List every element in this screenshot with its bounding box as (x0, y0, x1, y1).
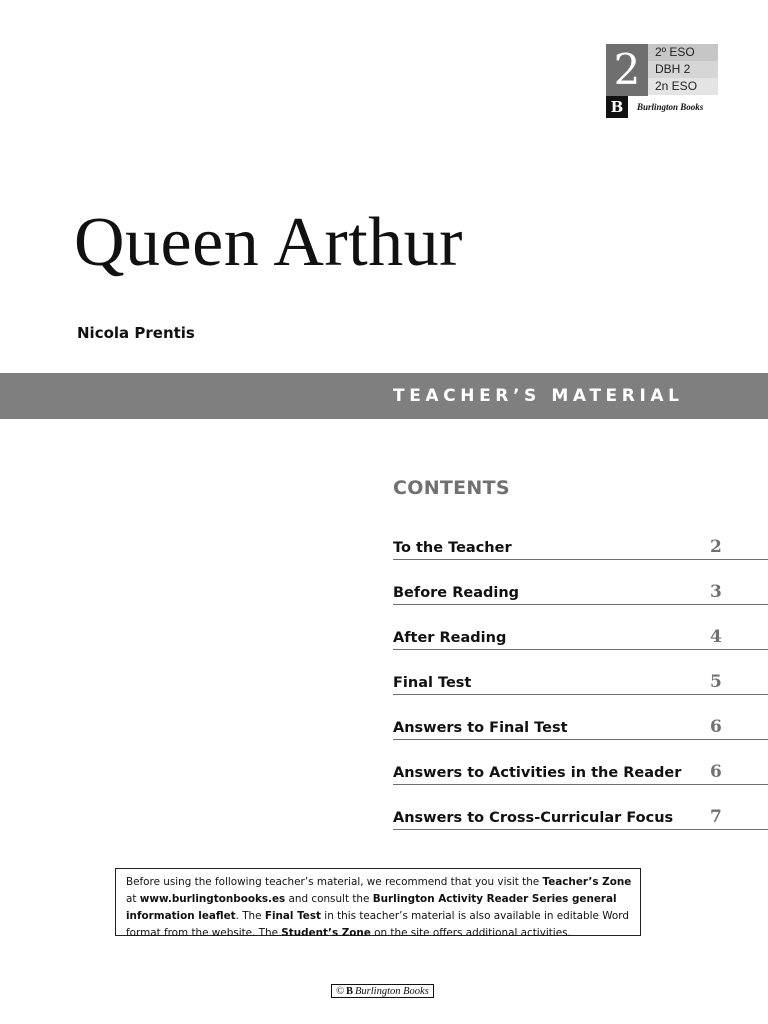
toc-item-label: After Reading (393, 630, 507, 646)
note-text: . The (235, 910, 265, 922)
note-emphasis: Teacher’s Zone (542, 876, 632, 888)
toc-item (393, 696, 768, 740)
level-number: 2 (606, 44, 648, 96)
note-text: at (126, 893, 140, 905)
toc-item-label: Final Test (393, 675, 472, 691)
note-emphasis: Student’s Zone (281, 927, 371, 939)
contents-heading: CONTENTS (393, 477, 510, 499)
table-of-contents (393, 516, 768, 831)
toc-item (393, 516, 768, 560)
level-label: 2n ESO (648, 78, 718, 95)
toc-item-label: Answers to Final Test (393, 720, 568, 736)
toc-item-page: 3 (710, 582, 722, 602)
toc-item-label: Before Reading (393, 585, 520, 601)
toc-item-label: Answers to Activities in the Reader (393, 765, 682, 781)
section-band (0, 373, 768, 419)
toc-item (393, 606, 768, 650)
toc-item-page: 2 (710, 537, 722, 557)
toc-item (393, 786, 768, 830)
book-title: Queen Arthur (74, 204, 463, 281)
level-badge (606, 44, 718, 118)
copyright-symbol: © (336, 986, 344, 997)
toc-item-page: 5 (710, 672, 722, 692)
author-name: Nicola Prentis (77, 324, 195, 342)
website-url: www.burlingtonbooks.es (139, 893, 286, 905)
note-emphasis: Burlington Activity Reader Series general information leaflet (126, 893, 617, 922)
note-text: and consult the (285, 893, 373, 905)
level-label: DBH 2 (648, 61, 718, 78)
publisher-logo-icon: B (345, 986, 353, 997)
toc-item (393, 651, 768, 695)
footer-publisher: Burlington Books (355, 986, 429, 997)
copyright-footer (331, 984, 434, 998)
toc-item-label: Answers to Cross-Curricular Focus (393, 810, 674, 826)
note-emphasis: Final Test (264, 910, 321, 922)
level-list (648, 44, 718, 95)
note-text: Before using the following teacher’s material, we recommend that you visit the (126, 876, 543, 888)
toc-item-label: To the Teacher (393, 540, 512, 556)
toc-item-page: 7 (710, 807, 722, 827)
level-label: 2º ESO (648, 44, 718, 61)
teacher-zone-note (115, 868, 641, 939)
section-band-label: TEACHER’S MATERIAL (393, 386, 684, 406)
note-text: in this teacher’s material is also available in editable Word format from the website. The (126, 910, 629, 939)
toc-item-page: 4 (710, 627, 722, 647)
note-text: on the site offers additional activities. (370, 927, 571, 939)
publisher-logo-icon: B (606, 96, 628, 118)
toc-item (393, 741, 768, 785)
toc-item-page: 6 (710, 762, 722, 782)
toc-item (393, 561, 768, 605)
publisher-name: Burlington Books (637, 102, 704, 112)
toc-item-page: 6 (710, 717, 722, 737)
